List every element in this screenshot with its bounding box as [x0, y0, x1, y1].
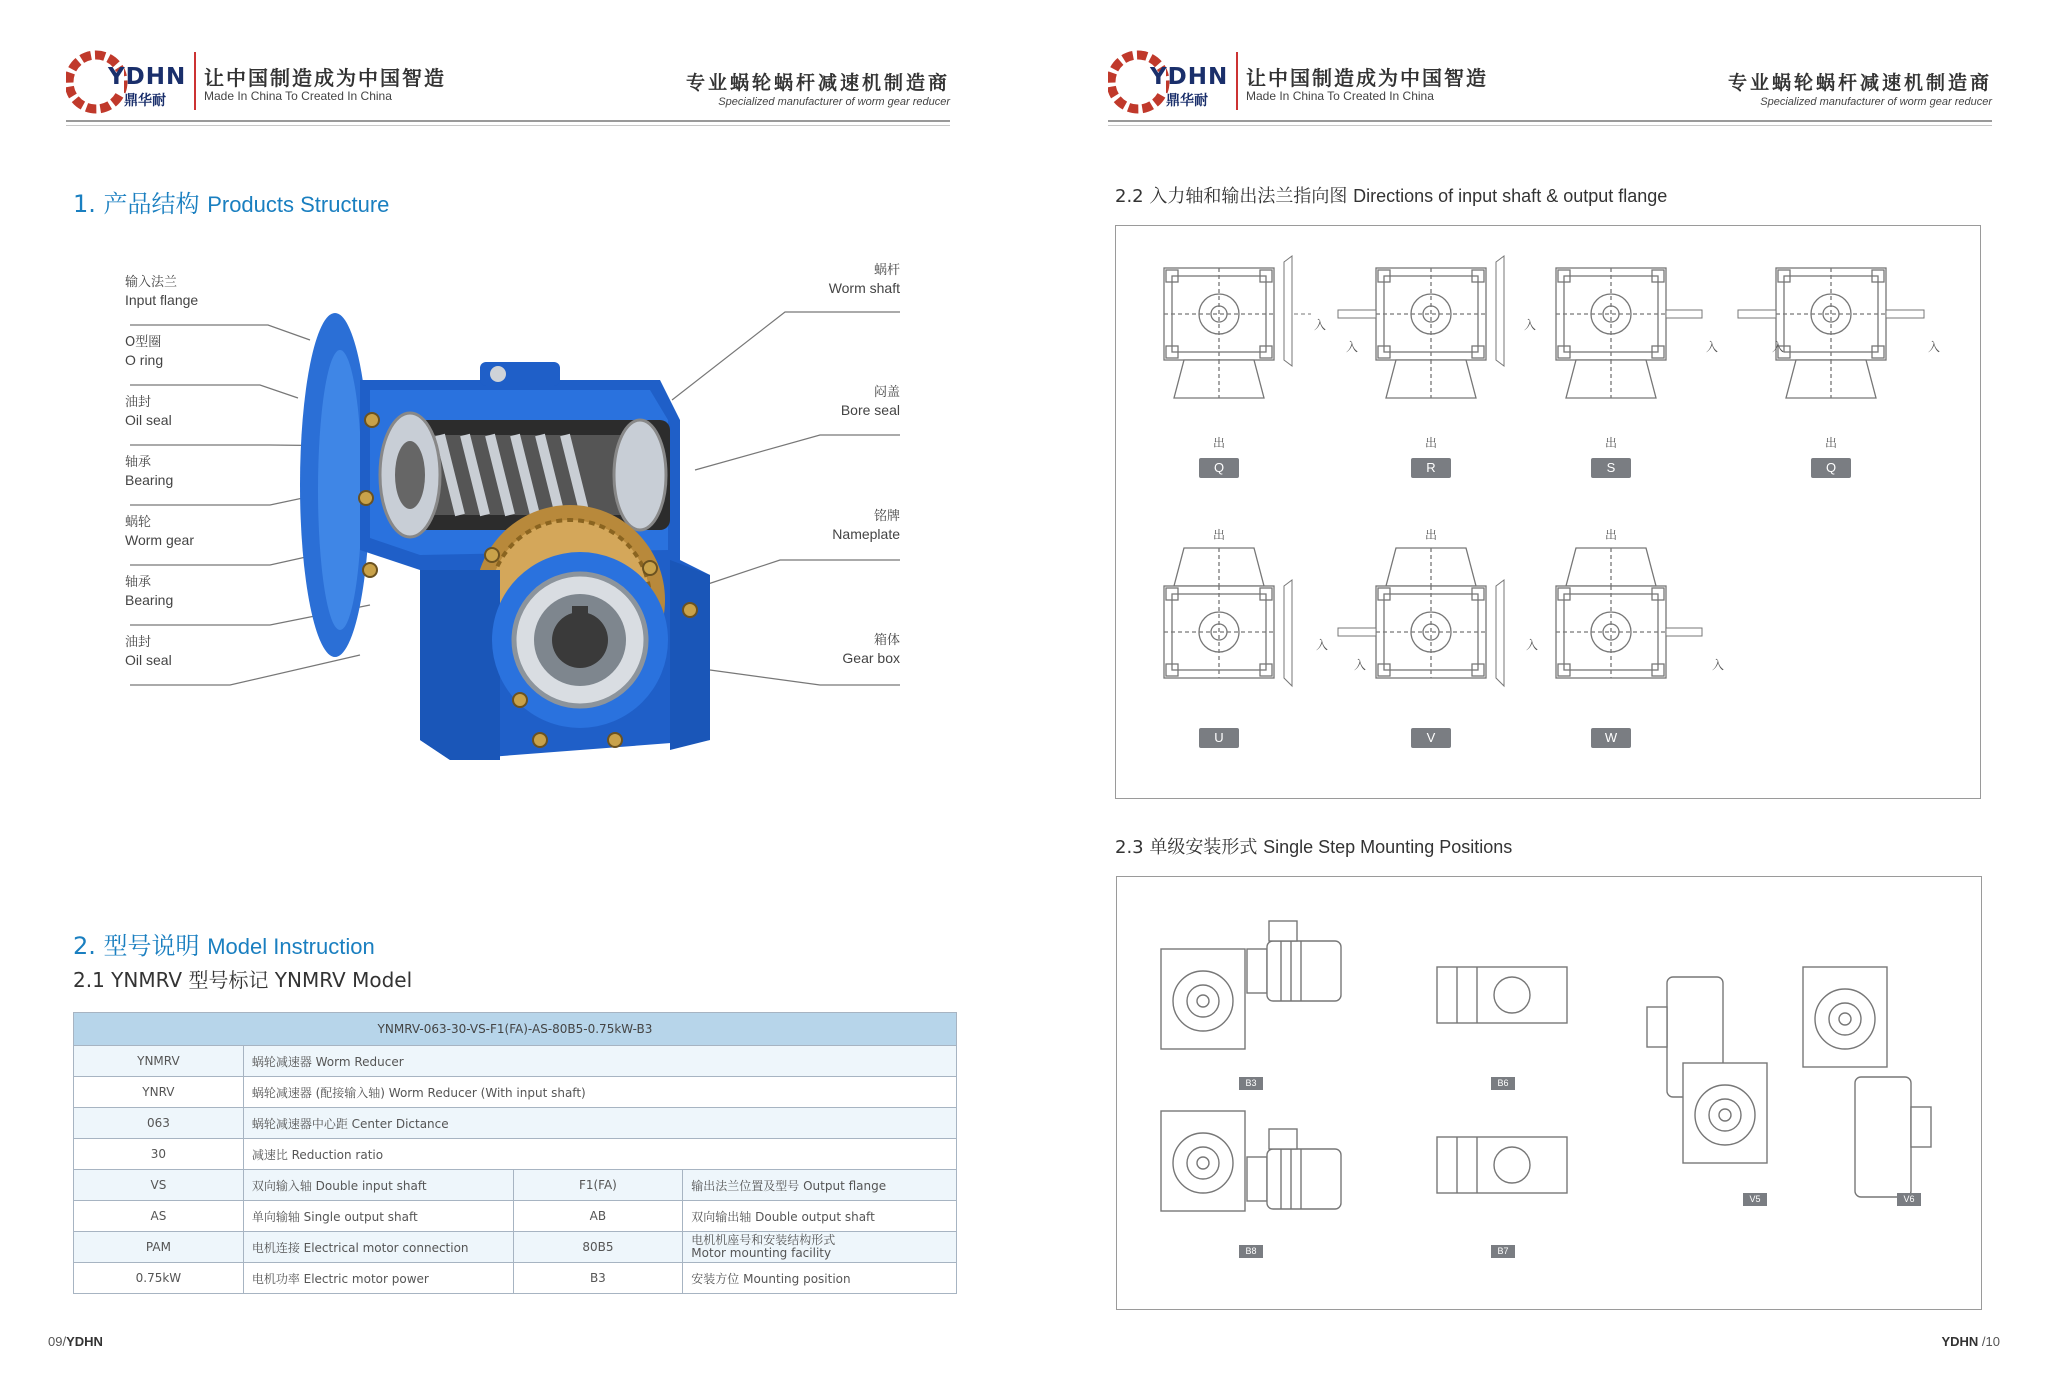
label-gear-box-cn: 箱体	[873, 633, 900, 648]
label-bearing-2-cn: 轴承	[125, 575, 152, 590]
header-divider	[1236, 52, 1238, 110]
label-bore-seal	[760, 384, 900, 418]
mount-b3	[1161, 921, 1341, 1049]
out-marker: 出	[1605, 436, 1618, 450]
section-2-2-title	[1115, 182, 1667, 208]
table-row	[74, 1263, 957, 1294]
table-row	[74, 1046, 957, 1077]
row-code2: B3	[513, 1263, 683, 1294]
page-number-right: /10	[1981, 1334, 2000, 1349]
logo-text: YDHN	[108, 64, 187, 90]
out-marker: 出	[1213, 528, 1226, 542]
label-bearing-1-cn: 轴承	[125, 455, 152, 470]
in-marker: 入	[1526, 638, 1539, 652]
section-2-2-en: Directions of input shaft & output flange	[1353, 186, 1668, 206]
in-marker: 入	[1354, 658, 1367, 672]
section-1-num: 1.	[73, 190, 96, 218]
dir-label-s: S	[1591, 458, 1631, 478]
row-desc2-en: Motor mounting facility	[691, 1246, 832, 1260]
mount-label-b6: B6	[1491, 1077, 1515, 1090]
label-bearing-1	[125, 454, 173, 488]
mounting-diagram-frame	[1116, 876, 1982, 1310]
row-desc: 蜗轮减速器中心距 Center Dictance	[243, 1108, 956, 1139]
label-gear-box	[760, 632, 900, 666]
row-desc: 单向输轴 Single output shaft	[243, 1201, 513, 1232]
header-rule	[66, 120, 950, 122]
mount-label-v5: V5	[1743, 1193, 1767, 1206]
label-o-ring-en: O ring	[125, 352, 164, 368]
left-page	[0, 0, 990, 1390]
label-nameplate-en: Nameplate	[832, 526, 900, 542]
in-marker: 入	[1524, 318, 1537, 332]
header-rule-thin	[1108, 125, 1992, 126]
page-header	[66, 46, 950, 126]
label-bore-seal-en: Bore seal	[840, 402, 900, 418]
slogan-en: Made In China To Created In China	[204, 89, 392, 103]
label-input-flange	[125, 274, 198, 308]
dir-label-q2: Q	[1811, 458, 1851, 478]
footer-brand-right: YDHN	[1941, 1334, 1979, 1349]
section-2-en: Model Instruction	[207, 934, 375, 959]
dir-label-w: W	[1591, 728, 1631, 748]
in-marker: 入	[1706, 340, 1719, 354]
section-2-title	[73, 926, 375, 961]
label-nameplate-cn: 铭牌	[873, 509, 900, 524]
label-input-flange-en: Input flange	[125, 292, 199, 308]
label-worm-gear-en: Worm gear	[125, 532, 194, 548]
table-row	[74, 1232, 957, 1263]
logo-text: YDHN	[1150, 64, 1229, 90]
tagline-en: Specialized manufacturer of worm gear reducer	[718, 96, 950, 108]
label-oil-seal-1-en: Oil seal	[125, 412, 172, 428]
out-marker: 出	[1425, 528, 1438, 542]
section-1-title	[73, 184, 389, 219]
direction-diagram-frame	[1115, 225, 1981, 799]
out-marker: 出	[1213, 436, 1226, 450]
model-code-table	[73, 1012, 957, 1294]
label-worm-gear-cn: 蜗轮	[125, 515, 152, 530]
footer-right	[1941, 1334, 2000, 1349]
in-marker: 入	[1928, 340, 1941, 354]
mount-b8	[1161, 1111, 1341, 1211]
section-2-1-title: 2.1 YNMRV 型号标记 YNMRV Model	[73, 968, 413, 992]
slogan-cn: 让中国制造成为中国智造	[1246, 66, 1488, 90]
section-2-num: 2.	[73, 932, 96, 960]
row-code: YNRV	[74, 1077, 244, 1108]
row-code: AS	[74, 1201, 244, 1232]
header-rule	[1108, 120, 1992, 122]
row-code: 0.75kW	[74, 1263, 244, 1294]
page-header	[1108, 46, 1992, 126]
row-code2: 80B5	[513, 1232, 683, 1263]
label-oil-seal-1-cn: 油封	[125, 395, 152, 410]
in-marker: 入	[1712, 658, 1725, 672]
header-divider	[194, 52, 196, 110]
dir-diagram-u	[1164, 548, 1292, 686]
row-code: VS	[74, 1170, 244, 1201]
row-code: YNMRV	[74, 1046, 244, 1077]
model-code-header: YNMRV-063-30-VS-F1(FA)-AS-80B5-0.75kW-B3	[74, 1013, 957, 1046]
footer-brand-left: YDHN	[66, 1334, 103, 1349]
row-desc: 蜗轮减速器 Worm Reducer	[243, 1046, 956, 1077]
label-oil-seal-2	[125, 634, 172, 668]
mount-label-v6: V6	[1897, 1193, 1921, 1206]
logo-sub: 鼎华耐	[1166, 93, 1208, 109]
label-oil-seal-2-en: Oil seal	[125, 652, 172, 668]
in-marker: 入	[1346, 340, 1359, 354]
row-desc: 电机功率 Electric motor power	[243, 1263, 513, 1294]
dir-diagram-w	[1556, 548, 1702, 678]
label-oil-seal-1	[125, 394, 172, 428]
mount-label-b7: B7	[1491, 1245, 1515, 1258]
tagline-en: Specialized manufacturer of worm gear reducer	[1760, 96, 1992, 108]
dir-diagram-r	[1338, 256, 1504, 398]
row-desc2: 输出法兰位置及型号 Output flange	[683, 1170, 957, 1201]
label-bearing-2	[125, 574, 173, 608]
logo-sub: 鼎华耐	[124, 93, 166, 109]
table-row	[74, 1139, 957, 1170]
row-desc2: 双向输出轴 Double output shaft	[683, 1201, 957, 1232]
section-1-en: Products Structure	[207, 192, 390, 217]
mount-v5	[1647, 977, 1767, 1163]
label-input-flange-cn: 输入法兰	[125, 275, 178, 290]
row-desc2	[683, 1232, 957, 1263]
row-desc: 减速比 Reduction ratio	[243, 1139, 956, 1170]
dir-label-q1: Q	[1199, 458, 1239, 478]
dir-diagram-q2	[1738, 268, 1924, 398]
in-marker: 入	[1314, 318, 1327, 332]
in-marker: 入	[1772, 340, 1785, 354]
label-oil-seal-2-cn: 油封	[125, 635, 152, 650]
section-2-3-title	[1115, 833, 1512, 859]
dir-diagram-s	[1556, 268, 1702, 398]
slogan-en: Made In China To Created In China	[1246, 89, 1434, 103]
footer-left	[48, 1334, 103, 1349]
mount-label-b3: B3	[1239, 1077, 1263, 1090]
row-desc: 蜗轮减速器 (配接输入轴) Worm Reducer (With input shaft)	[243, 1077, 956, 1108]
direction-diagrams	[1116, 226, 1980, 798]
mount-v6	[1803, 967, 1931, 1197]
dir-label-u: U	[1199, 728, 1239, 748]
table-row	[74, 1170, 957, 1201]
dir-label-r: R	[1411, 458, 1451, 478]
out-marker: 出	[1425, 436, 1438, 450]
label-o-ring-cn: O型圈	[125, 335, 162, 350]
page-number-left: 09/	[48, 1334, 67, 1349]
section-2-cn: 型号说明	[103, 932, 200, 960]
section-2-3-en: Single Step Mounting Positions	[1263, 837, 1513, 857]
slogan-cn: 让中国制造成为中国智造	[204, 66, 446, 90]
table-row	[74, 1108, 957, 1139]
label-worm-shaft-en: Worm shaft	[828, 280, 900, 296]
dir-label-v: V	[1411, 728, 1451, 748]
label-worm-shaft-cn: 蜗杆	[873, 263, 900, 278]
section-1-cn: 产品结构	[103, 190, 200, 218]
mount-b7	[1437, 1137, 1567, 1193]
mount-b6	[1437, 967, 1567, 1023]
table-row	[74, 1201, 957, 1232]
table-header-row	[74, 1013, 957, 1046]
tagline-cn: 专业蜗轮蜗杆减速机制造商	[1727, 72, 1992, 94]
out-marker: 出	[1825, 436, 1838, 450]
mount-label-b8: B8	[1239, 1245, 1263, 1258]
label-bore-seal-cn: 闷盖	[873, 385, 900, 400]
in-marker: 入	[1316, 638, 1329, 652]
row-code2: AB	[513, 1201, 683, 1232]
tagline-cn: 专业蜗轮蜗杆减速机制造商	[685, 72, 950, 94]
label-bearing-2-en: Bearing	[125, 592, 174, 608]
row-desc: 电机连接 Electrical motor connection	[243, 1232, 513, 1263]
table-row	[74, 1077, 957, 1108]
row-code: 30	[74, 1139, 244, 1170]
row-code2: F1(FA)	[513, 1170, 683, 1201]
label-gear-box-en: Gear box	[842, 650, 900, 666]
label-worm-shaft	[760, 262, 900, 296]
section-2-2-cn: 2.2 入力轴和输出法兰指向图	[1115, 186, 1348, 207]
row-code: 063	[74, 1108, 244, 1139]
row-desc2-cn: 电机机座号和安装结构形式	[691, 1233, 836, 1247]
label-bearing-1-en: Bearing	[125, 472, 174, 488]
out-marker: 出	[1605, 528, 1618, 542]
row-desc: 双向输入轴 Double input shaft	[243, 1170, 513, 1201]
right-page	[1010, 0, 2048, 1390]
label-o-ring	[125, 334, 163, 368]
row-code: PAM	[74, 1232, 244, 1263]
header-rule-thin	[66, 125, 950, 126]
label-nameplate	[760, 508, 900, 542]
section-2-3-cn: 2.3 单级安装形式	[1115, 837, 1258, 858]
row-desc2: 安装方位 Mounting position	[683, 1263, 957, 1294]
dir-diagram-q1	[1164, 256, 1311, 398]
label-worm-gear	[125, 514, 194, 548]
